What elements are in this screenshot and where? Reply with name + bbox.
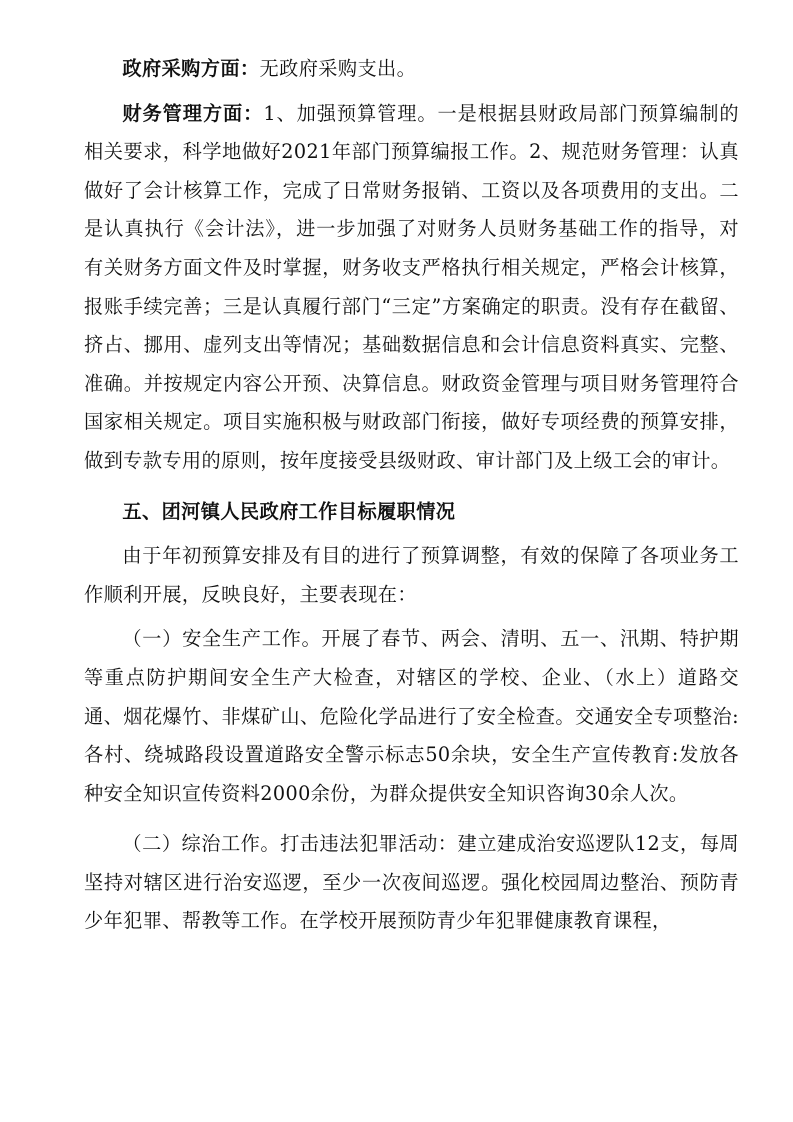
safety-production-paragraph: （一）安全生产工作。开展了春节、两会、清明、五一、汛期、特护期等重点防护期间安全生产大检查，对辖区的学校、企业、（水上）道路交通、烟花爆竹、非煤矿山、危险化学品进行了安全检查。交通安全专项整治:各村、绕城路段设置道路安全警示标志50余块，安全生产宣传教育:发放各种安全知识宣传资料2000余份，为群众提供安全知识咨询30余人次。 [84, 627, 739, 805]
section-5-heading: 五、团河镇人民政府工作目标履职情况 [122, 499, 456, 523]
section-5-intro-paragraph: 由于年初预算安排及有目的进行了预算调整，有效的保障了各项业务工作顺利开展，反映良好，主要表现在： [84, 544, 739, 606]
procurement-paragraph [84, 50, 739, 89]
procurement-text: 无政府采购支出。 [259, 57, 417, 80]
finance-text: 1、加强预算管理。一是根据县财政局部门预算编制的相关要求，科学地做好2021年部门预算编报工作。2、规范财务管理：认真做好了会计核算工作，完成了日常财务报销、工资以及各项费用的支出。二是认真执行《会计法》，进一步加强了对财务人员财务基础工作的指导，对有关财务方面文件及时掌握，财务收支严格执行相关规定，严格会计核算，报账手续完善；三是认真履行部门“三定”方案确定的职责。没有存在截留、挤占、挪用、虚列支出等情况；基础数据信息和会计信息资料真实、完整、准确。并按规定内容公开预、决算信息。财政资金管理与项目财务管理符合国家相关规定。项目实施积极与财政部门衔接，做好专项经费的预算安排，做到专款专用的原则，按年度接受县级财政、审计部门及上级工会的审计。 [84, 101, 739, 472]
finance-label: 财务管理方面： [122, 101, 264, 125]
document-body [84, 50, 739, 941]
comprehensive-governance-paragraph: （二）综治工作。打击违法犯罪活动：建立建成治安巡逻队12支，每周坚持对辖区进行治安巡逻，至少一次夜间巡逻。强化校园周边整治、预防青少年犯罪、帮教等工作。在学校开展预防青少年犯罪健康教育课程， [84, 832, 739, 933]
finance-paragraph [84, 95, 739, 481]
procurement-label: 政府采购方面： [122, 57, 260, 80]
